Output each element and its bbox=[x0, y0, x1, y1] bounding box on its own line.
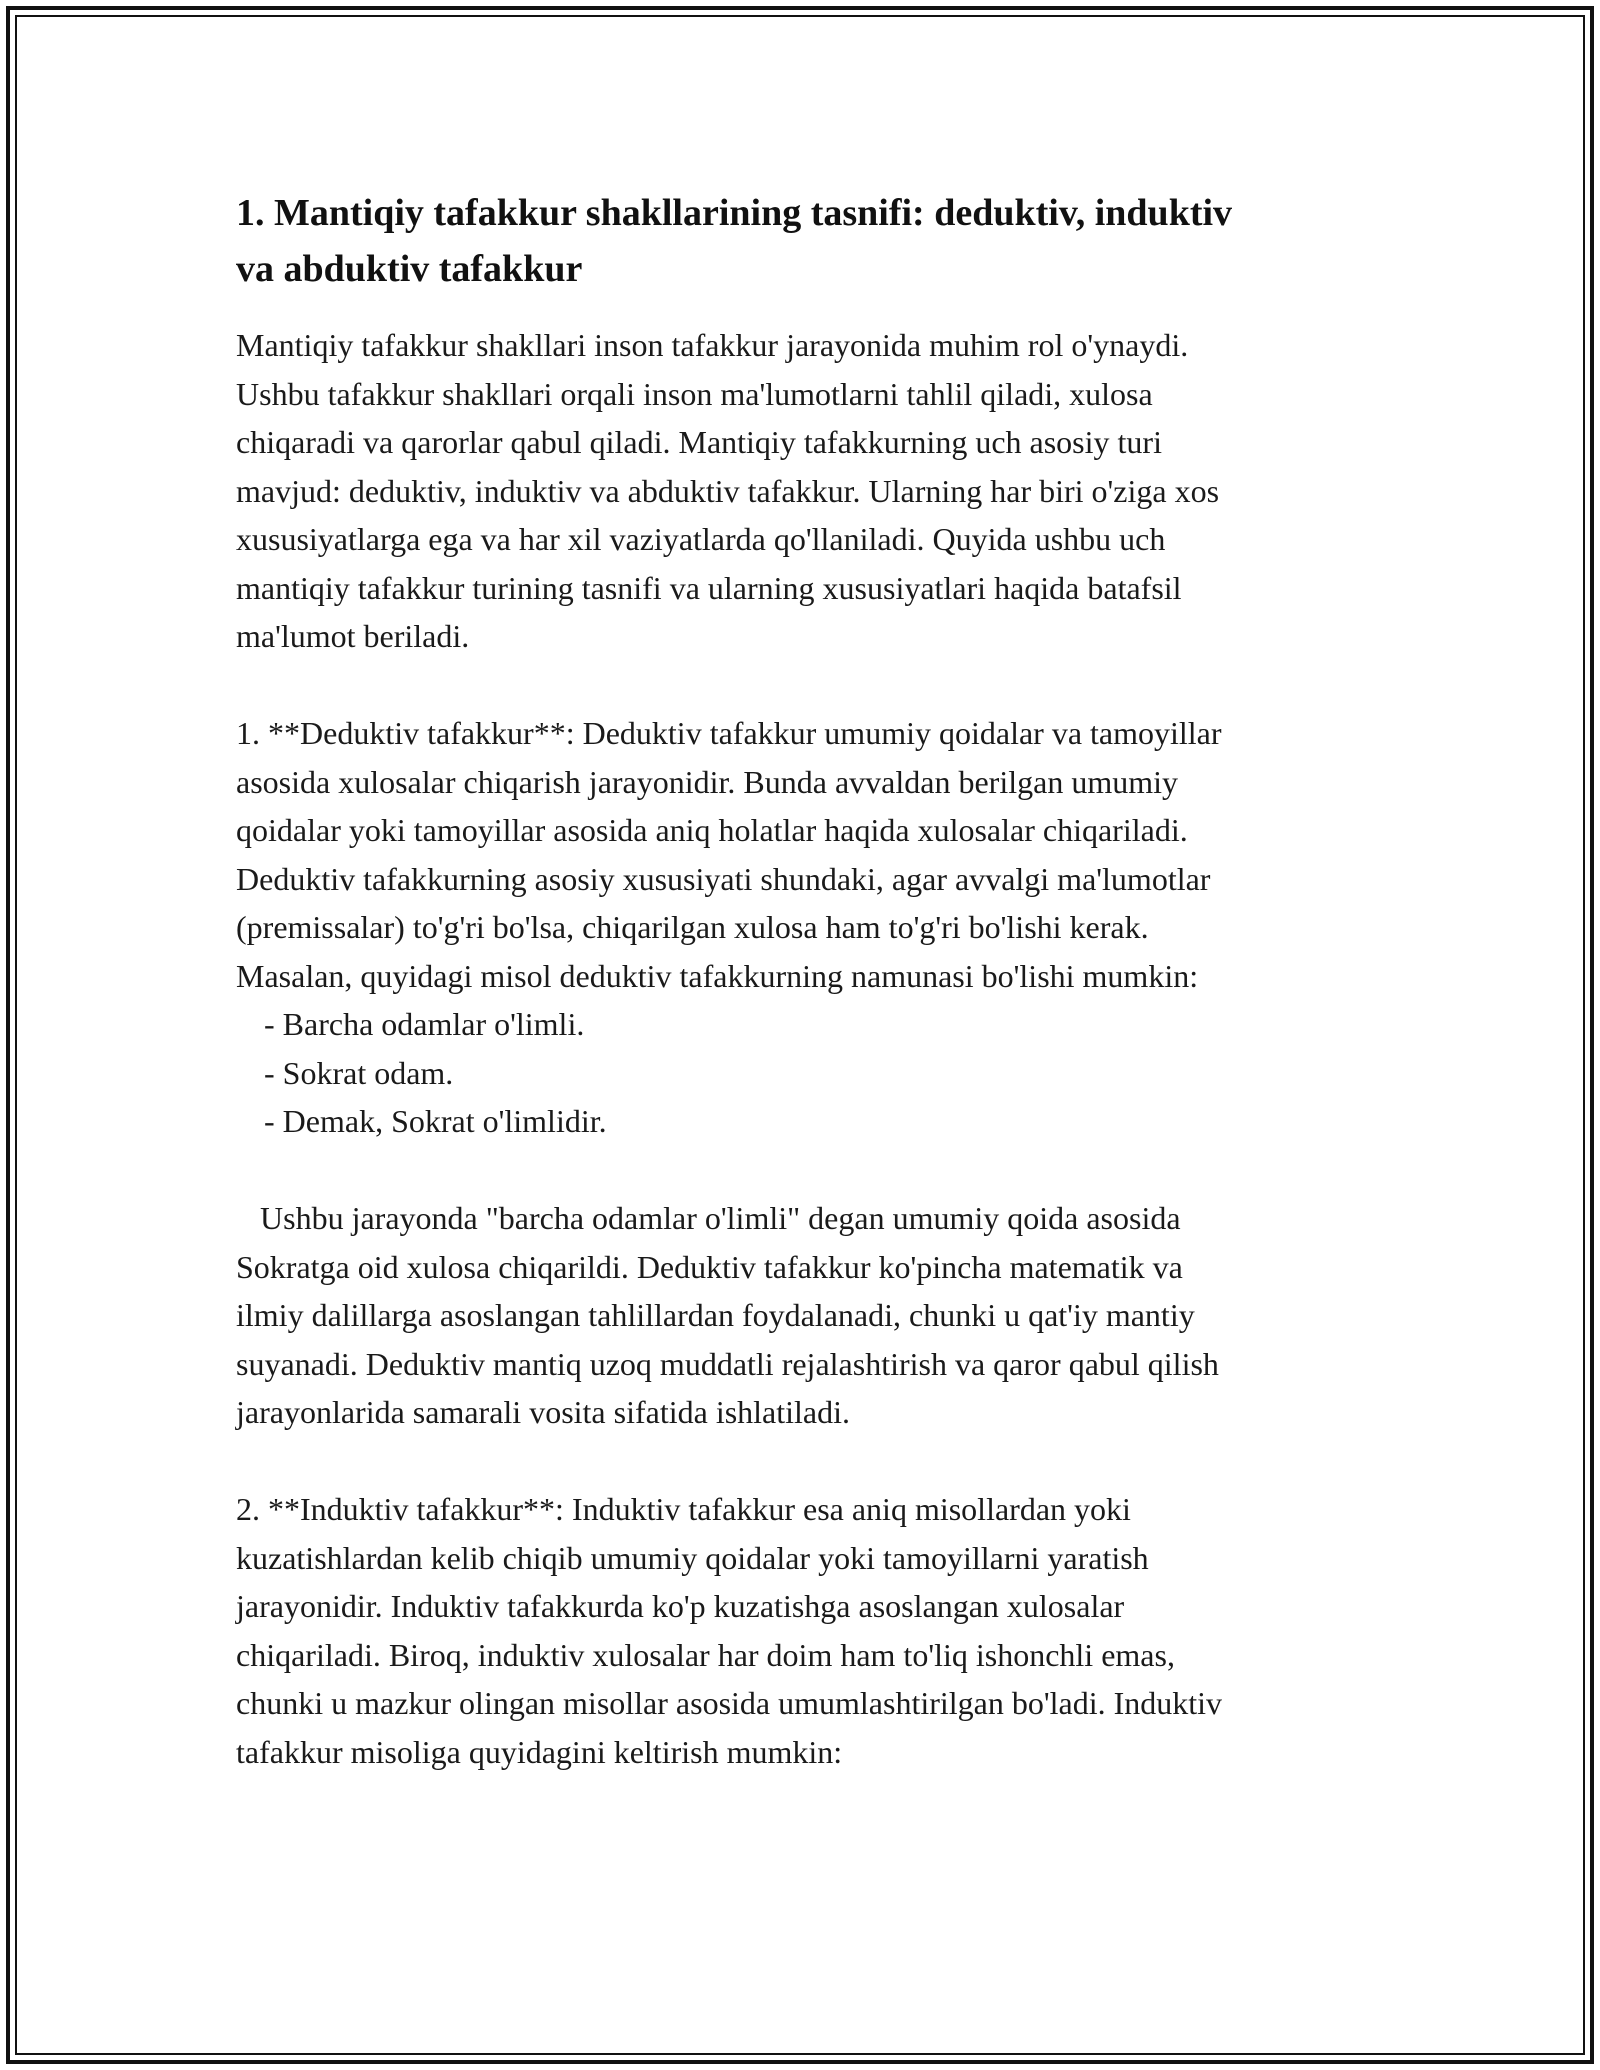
list-item: - Demak, Sokrat o'limlidir. bbox=[264, 1103, 607, 1139]
intro-paragraph: Mantiqiy tafakkur shakllari inson tafakkur jarayonida muhim rol o'ynaydi. Ushbu tafakkur shakllari orqali inson ma'lumotlarni tahlil qiladi, xulosa chiqaradi va qarorlar qabul qiladi. Mantiqiy tafakkurning uch asosiy turi mavjud: deduktiv, induktiv va abduktiv tafakkur. Ularning har biri o'ziga xos xususiyatlarga ega va har xil vaziyatlarda qo'llaniladi. Quyida ushbu uch mantiqiy tafakkur turining tasnifi va ularning xususiyatlari haqida batafsil ma'lumot beriladi. bbox=[236, 327, 1220, 654]
list-item: - Barcha odamlar o'limli. bbox=[264, 1006, 585, 1042]
deductive-example-list bbox=[236, 1000, 1386, 1146]
inductive-paragraph: 2. **Induktiv tafakkur**: Induktiv tafakkur esa aniq misollardan yoki kuzatishlardan kelib chiqib umumiy qoidalar yoki tamoyillarni yaratish jarayonidir. Induktiv tafakkurda ko'p kuzatishga asoslangan xulosalar chiqariladi. Biroq, induktiv xulosalar har doim ham to'liq ishonchli emas, chunki u mazkur olingan misollar asosida umumlashtirilgan bo'ladi. Induktiv tafakkur misoliga quyidagini keltirish mumkin: bbox=[236, 1491, 1223, 1770]
list-item: - Sokrat odam. bbox=[264, 1054, 454, 1091]
document-title: 1. Mantiqiy tafakkur shakllarining tasnifi: deduktiv, induktiv va abduktiv tafakkur bbox=[236, 192, 1233, 290]
document-body bbox=[236, 185, 1386, 1776]
deductive-explanation-paragraph: Ushbu jarayonda "barcha odamlar o'limli" degan umumiy qoida asosida Sokratga oid xulosa chiqarildi. Deduktiv tafakkur ko'pincha matematik va ilmiy dalillarga asoslangan tahlillardan foydalanadi, chunki u qat'iy mantiy suyanadi. Deduktiv mantiq uzoq muddatli rejalashtirish va qaror qabul qilish jarayonlarida samarali vosita sifatida ishlatiladi. bbox=[236, 1200, 1219, 1430]
deductive-paragraph: 1. **Deduktiv tafakkur**: Deduktiv tafakkur umumiy qoidalar va tamoyillar asosida xulosalar chiqarish jarayonidir. Bunda avvaldan berilgan umumiy qoidalar yoki tamoyillar asosida aniq holatlar haqida xulosalar chiqariladi. Deduktiv tafakkurning asosiy xususiyati shundaki, agar avvalgi ma'lumotlar (premissalar) to'g'ri bo'lsa, chiqarilgan xulosa ham to'g'ri bo'lishi kerak. Masalan, quyidagi misol deduktiv tafakkurning namunasi bo'lishi mumkin: bbox=[236, 715, 1222, 994]
